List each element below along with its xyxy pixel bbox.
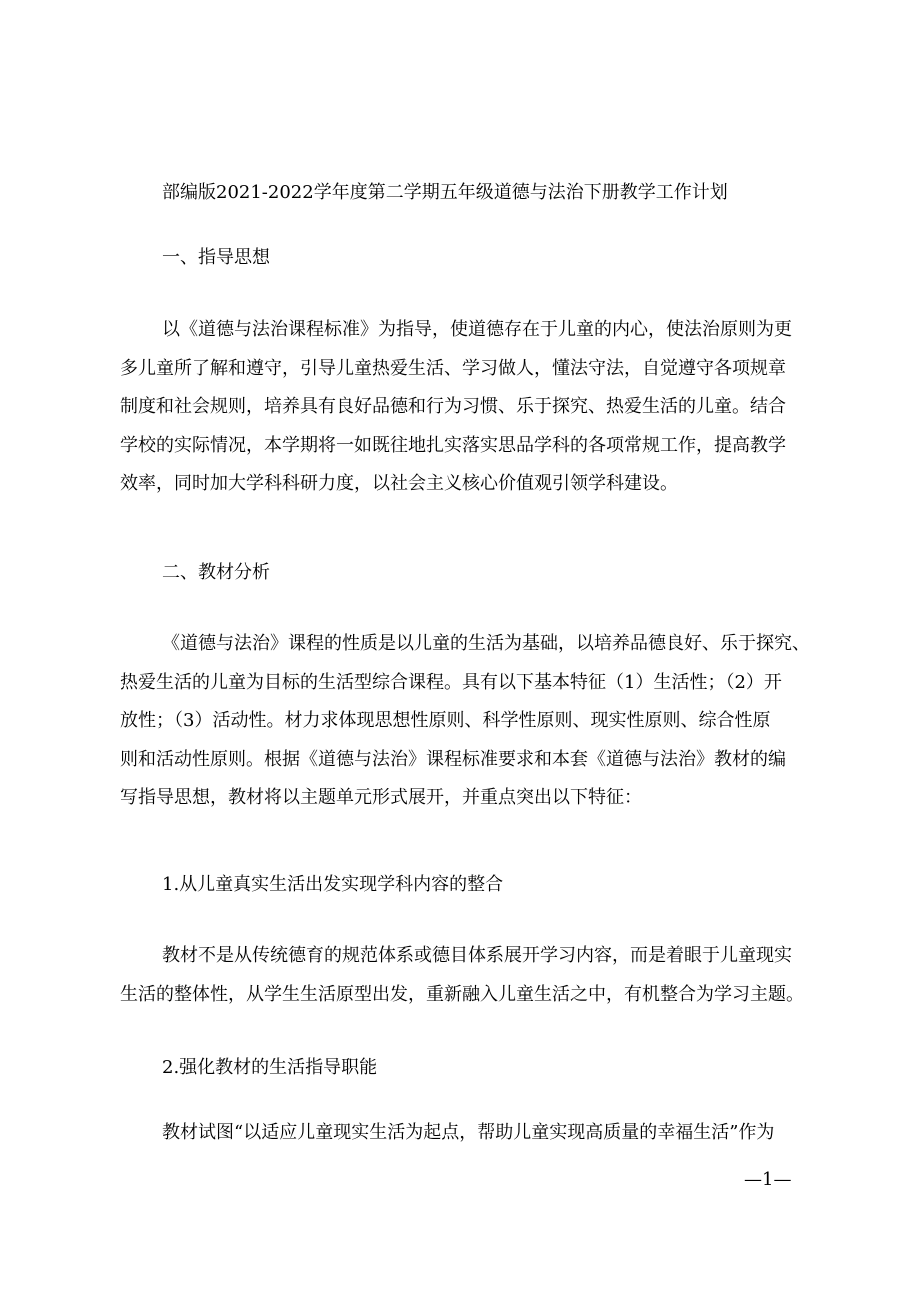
paragraph-line: 教材试图“以适应儿童现实生活为起点，帮助儿童实现高质量的幸福生活”作为 — [162, 1122, 775, 1143]
paragraph-line: 写指导思想，教材将以主题单元形式展开，并重点突出以下特征： — [120, 787, 642, 808]
paragraph-line: 以《道德与法治课程标准》为指导，使道德存在于儿童的内心，使法治原则为更 — [162, 319, 792, 340]
paragraph-line: 则和活动性原则。根据《道德与法治》课程标准要求和本套《道德与法治》教材的编 — [120, 748, 786, 770]
section-paragraph-textbook-analysis — [120, 625, 810, 818]
section-heading-textbook-analysis: 二、教材分析 — [162, 562, 270, 583]
document-title: 部编版2021-2022学年度第二学期五年级道德与法治下册教学工作计划 — [162, 182, 728, 203]
paragraph-line: 放性；（3）活动性。材力求体现思想性原则、科学性原则、现实性原则、综合性原 — [120, 710, 771, 731]
paragraph-line: 学校的实际情况，本学期将一如既往地扎实落实思品学科的各项常规工作，提高教学 — [120, 434, 786, 456]
section-paragraph-guiding-ideology — [120, 311, 810, 504]
paragraph-line: 《道德与法治》课程的性质是以儿童的生活为基础，以培养品德良好、乐于探究、 — [162, 633, 810, 654]
paragraph-line: 生活的整体性，从学生生活原型出发，重新融入儿童生活之中，有机整合为学习主题。 — [120, 983, 804, 1005]
subsection-heading-life-guidance: 2.强化教材的生活指导职能 — [162, 1057, 378, 1078]
section-heading-guiding-ideology: 一、指导思想 — [162, 247, 270, 268]
paragraph-line: 多儿童所了解和遵守，引导儿童热爱生活、学习做人，懂法守法，自觉遵守各项规章 — [120, 357, 786, 379]
paragraph-line: 效率，同时加大学科科研力度，以社会主义核心价值观引领学科建设。 — [120, 473, 678, 494]
subsection-heading-integration: 1.从儿童真实生活出发实现学科内容的整合 — [162, 874, 504, 895]
subsection-paragraph-integration — [120, 937, 810, 1014]
paragraph-line: 教材不是从传统德育的规范体系或德目体系展开学习内容，而是着眼于儿童现实 — [162, 945, 792, 966]
page-number: —1— — [744, 1169, 792, 1190]
subsection-paragraph-life-guidance — [120, 1114, 810, 1153]
paragraph-line: 制度和社会规则，培养具有良好品德和行为习惯、乐于探究、热爱生活的儿童。结合 — [120, 396, 786, 417]
paragraph-line: 热爱生活的儿童为目标的生活型综合课程。具有以下基本特征（1）生活性；（2）开 — [120, 671, 782, 693]
